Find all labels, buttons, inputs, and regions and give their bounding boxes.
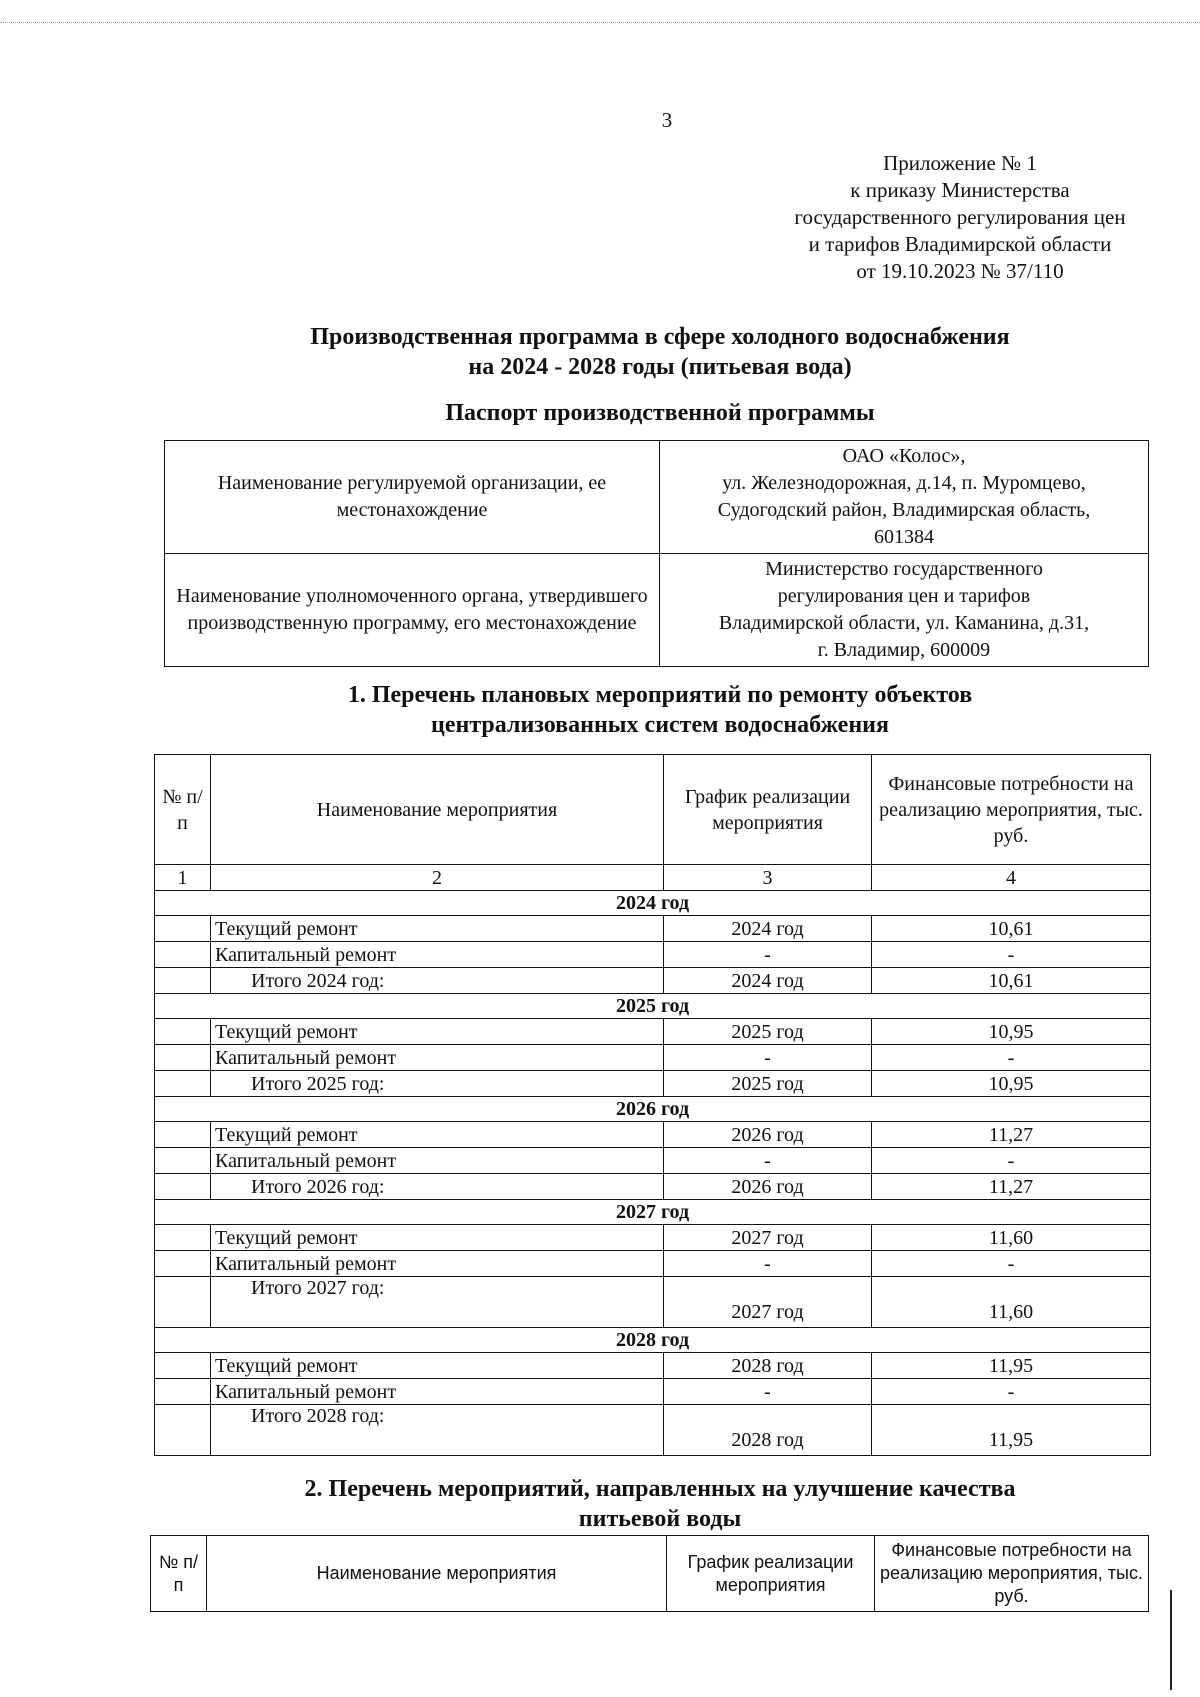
row-num xyxy=(155,1225,211,1251)
program-title xyxy=(160,322,1160,382)
row-name: Капитальный ремонт xyxy=(211,1251,664,1277)
program-title-line: на 2024 - 2028 годы (питьевая вода) xyxy=(468,354,852,380)
total-row xyxy=(155,1174,1151,1200)
row-name: Текущий ремонт xyxy=(211,1353,664,1379)
passport-value-line: ОАО «Колос», xyxy=(842,445,966,467)
row-num xyxy=(155,1174,211,1200)
row-schedule: 2027 год xyxy=(664,1225,872,1251)
row-num xyxy=(155,916,211,942)
row-name: Капитальный ремонт xyxy=(211,1045,664,1071)
row-schedule: - xyxy=(664,1045,872,1071)
row-amount: 11,95 xyxy=(872,1353,1151,1379)
row-amount: 11,60 xyxy=(872,1277,1151,1328)
table-row xyxy=(155,1045,1151,1071)
year-label: 2026 год xyxy=(155,1097,1151,1122)
passport-value-line: Владимирской области, ул. Каманина, д.31, xyxy=(718,612,1090,634)
passport-title xyxy=(160,398,1160,428)
row-schedule: 2025 год xyxy=(664,1019,872,1045)
row-schedule: - xyxy=(664,1148,872,1174)
row-name: Итого 2027 год: xyxy=(211,1277,664,1328)
table-row xyxy=(155,1251,1151,1277)
row-amount: - xyxy=(872,942,1151,968)
appendix-line: к приказу Министерства xyxy=(850,178,1070,202)
table-row xyxy=(155,1379,1151,1405)
total-row xyxy=(155,1277,1151,1328)
row-num xyxy=(155,1122,211,1148)
row-amount: - xyxy=(872,1379,1151,1405)
passport-value-line: регулирования цен и тарифов xyxy=(777,585,1031,607)
passport-value-line: Судогодский район, Владимирская область, xyxy=(717,499,1091,521)
passport-value xyxy=(660,441,1149,554)
row-amount: 10,61 xyxy=(872,968,1151,994)
table-header-row xyxy=(155,755,1151,865)
row-num xyxy=(155,1379,211,1405)
row-schedule: 2028 год xyxy=(664,1405,872,1456)
row-schedule: 2024 год xyxy=(664,968,872,994)
row-num xyxy=(155,1071,211,1097)
section1-title xyxy=(160,680,1160,740)
passport-value-line: г. Владимир, 600009 xyxy=(817,639,991,661)
row-name: Капитальный ремонт xyxy=(211,1148,664,1174)
table-row xyxy=(155,1148,1151,1174)
scan-edge-line xyxy=(0,22,1200,23)
total-row xyxy=(155,1405,1151,1456)
program-title-line: Производственная программа в сфере холодного водоснабжения xyxy=(310,324,1010,350)
row-name: Текущий ремонт xyxy=(211,1019,664,1045)
header-name: Наименование мероприятия xyxy=(207,1536,667,1612)
section2-title-line: 2. Перечень мероприятий, направленных на улучшение качества xyxy=(304,1476,1016,1502)
row-schedule: 2028 год xyxy=(664,1353,872,1379)
table-row xyxy=(155,1353,1151,1379)
row-schedule: 2026 год xyxy=(664,1174,872,1200)
year-row xyxy=(155,1328,1151,1353)
page-number: 3 xyxy=(661,108,673,132)
row-name: Текущий ремонт xyxy=(211,1225,664,1251)
table-row xyxy=(155,942,1151,968)
appendix-line: государственного регулирования цен xyxy=(794,205,1126,229)
row-name: Итого 2028 год: xyxy=(211,1405,664,1456)
header-num: № п/п xyxy=(155,755,211,865)
passport-table xyxy=(164,440,1149,667)
row-num xyxy=(155,968,211,994)
row-num xyxy=(155,1277,211,1328)
header-amount: Финансовые потребности на реализацию мероприятия, тыс. руб. xyxy=(872,755,1151,865)
column-number: 4 xyxy=(872,865,1151,891)
total-row xyxy=(155,968,1151,994)
row-num xyxy=(155,1148,211,1174)
section2-title xyxy=(160,1474,1160,1534)
appendix-block xyxy=(740,150,1180,285)
row-schedule: 2027 год xyxy=(664,1277,872,1328)
year-label: 2024 год xyxy=(155,891,1151,916)
row-schedule: - xyxy=(664,942,872,968)
section2-title-line: питьевой воды xyxy=(578,1506,742,1532)
row-schedule: - xyxy=(664,1251,872,1277)
year-row xyxy=(155,994,1151,1019)
row-num xyxy=(155,942,211,968)
row-num xyxy=(155,1353,211,1379)
row-name: Итого 2025 год: xyxy=(211,1071,664,1097)
header-amount: Финансовые потребности на реализацию мероприятия, тыс. руб. xyxy=(875,1536,1149,1612)
row-name: Капитальный ремонт xyxy=(211,942,664,968)
row-name: Итого 2026 год: xyxy=(211,1174,664,1200)
row-schedule: 2024 год xyxy=(664,916,872,942)
row-amount: 11,60 xyxy=(872,1225,1151,1251)
year-label: 2027 год xyxy=(155,1200,1151,1225)
header-schedule: График реализации мероприятия xyxy=(664,755,872,865)
row-amount: - xyxy=(872,1045,1151,1071)
section1-title-line: централизованных систем водоснабжения xyxy=(431,712,889,738)
quality-measures-table xyxy=(150,1535,1149,1612)
row-name: Итого 2024 год: xyxy=(211,968,664,994)
appendix-line: и тарифов Владимирской области xyxy=(808,232,1112,256)
row-amount: 11,27 xyxy=(872,1122,1151,1148)
row-amount: 11,27 xyxy=(872,1174,1151,1200)
row-amount: 10,95 xyxy=(872,1019,1151,1045)
passport-value-line: Министерство государственного xyxy=(765,558,1043,580)
column-number: 2 xyxy=(211,865,664,891)
row-num xyxy=(155,1019,211,1045)
year-label: 2025 год xyxy=(155,994,1151,1019)
header-name: Наименование мероприятия xyxy=(211,755,664,865)
year-label: 2028 год xyxy=(155,1328,1151,1353)
passport-value xyxy=(660,554,1149,667)
header-schedule: График реализации мероприятия xyxy=(667,1536,875,1612)
appendix-line: Приложение № 1 xyxy=(883,151,1037,175)
row-name: Капитальный ремонт xyxy=(211,1379,664,1405)
row-amount: 10,95 xyxy=(872,1071,1151,1097)
header-num: № п/п xyxy=(151,1536,207,1612)
passport-value-line: 601384 xyxy=(874,526,934,548)
row-name: Текущий ремонт xyxy=(211,916,664,942)
repair-plan-table xyxy=(154,754,1151,1456)
table-row xyxy=(155,1122,1151,1148)
table-row xyxy=(155,1225,1151,1251)
column-number: 3 xyxy=(664,865,872,891)
passport-title-text: Паспорт производственной программы xyxy=(445,400,875,426)
section1-title-line: 1. Перечень плановых мероприятий по ремонту объектов xyxy=(347,682,973,708)
passport-label: Наименование регулируемой организации, ее местонахождение xyxy=(165,441,660,554)
appendix-line: от 19.10.2023 № 37/110 xyxy=(856,259,1064,283)
table-row xyxy=(155,916,1151,942)
table-row xyxy=(155,1019,1151,1045)
table-header-row xyxy=(151,1536,1149,1612)
row-num xyxy=(155,1045,211,1071)
row-amount: 10,61 xyxy=(872,916,1151,942)
row-schedule: 2026 год xyxy=(664,1122,872,1148)
total-row xyxy=(155,1071,1151,1097)
row-num xyxy=(155,1251,211,1277)
year-row xyxy=(155,891,1151,916)
row-name: Текущий ремонт xyxy=(211,1122,664,1148)
passport-label: Наименование уполномоченного органа, утвердившего производственную программу, его местонахождение xyxy=(165,554,660,667)
year-row xyxy=(155,1097,1151,1122)
row-schedule: - xyxy=(664,1379,872,1405)
column-number: 1 xyxy=(155,865,211,891)
passport-row xyxy=(165,554,1149,667)
row-amount: - xyxy=(872,1251,1151,1277)
row-schedule: 2025 год xyxy=(664,1071,872,1097)
passport-value-line: ул. Железнодорожная, д.14, п. Муромцево, xyxy=(722,472,1086,494)
passport-row xyxy=(165,441,1149,554)
row-amount: 11,95 xyxy=(872,1405,1151,1456)
row-amount: - xyxy=(872,1148,1151,1174)
column-number-row xyxy=(155,865,1151,891)
row-num xyxy=(155,1405,211,1456)
year-row xyxy=(155,1200,1151,1225)
scan-edge-mark xyxy=(1170,1590,1172,1690)
